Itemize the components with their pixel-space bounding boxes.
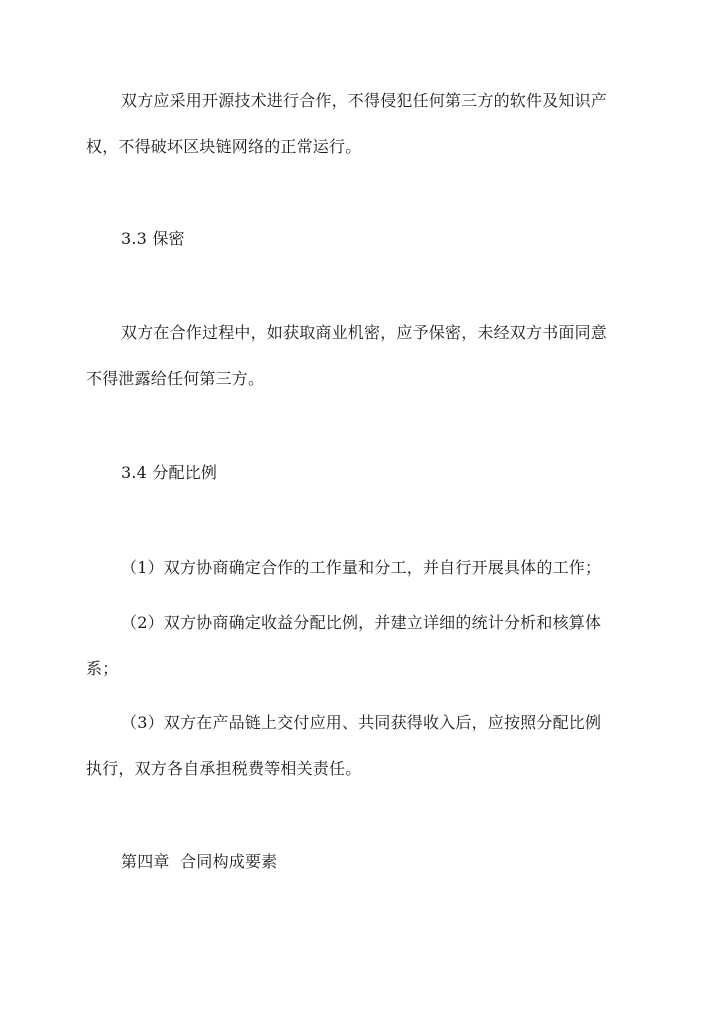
list-item-line: （2）双方协商确定收益分配比例，并建立详细的统计分析和核算体 [121,613,602,632]
heading-text: 3.4 分配比例 [121,463,218,482]
list-item-2 [0,600,720,692]
heading-text: 3.3 保密 [121,229,185,248]
list-item-line: 执行，双方各自承担税费等相关责任。 [86,759,362,778]
list-item-line: （1）双方协商确定合作的工作量和分工，并自行开展具体的工作； [121,558,602,577]
paragraph-confidentiality [0,310,720,402]
section-heading-3-3 [0,216,720,262]
list-item-1 [0,545,720,591]
paragraph-open-source [0,78,720,170]
paragraph-line: 不得泄露给任何第三方。 [86,369,265,388]
list-item-3 [0,700,720,792]
section-heading-3-4 [0,450,720,496]
chapter-heading-4 [0,839,720,885]
heading-text: 第四章 合同构成要素 [121,852,278,871]
list-item-line: （3）双方在产品链上交付应用、共同获得收入后，应按照分配比例 [121,713,602,732]
paragraph-line: 权，不得破坏区块链网络的正常运行。 [86,137,362,156]
list-item-line: 系； [86,659,119,678]
paragraph-line: 双方在合作过程中，如获取商业机密，应予保密，未经双方书面同意 [121,323,608,342]
paragraph-line: 双方应采用开源技术进行合作，不得侵犯任何第三方的软件及知识产 [121,91,608,110]
